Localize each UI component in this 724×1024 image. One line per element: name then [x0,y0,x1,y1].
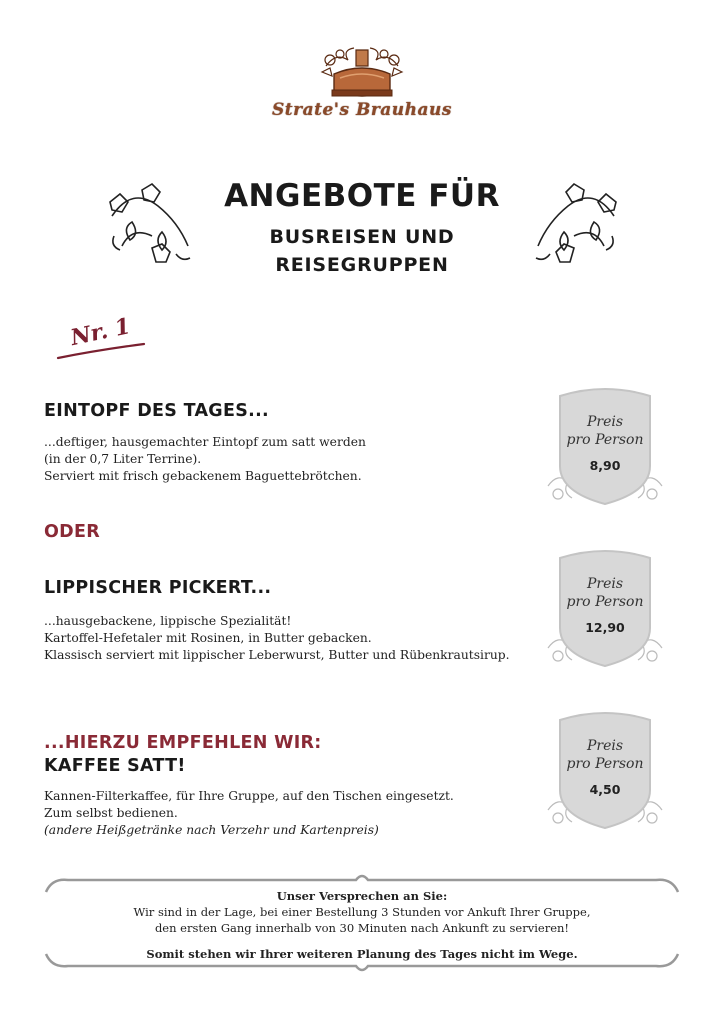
eintopf-desc-line: Serviert mit frisch gebackenem Baguettebrötchen. [44,469,362,483]
price-label: Preis [586,414,624,430]
pickert-desc-line: Klassisch serviert mit lippischer Leberwurst, Butter und Rübenkrautsirup. [44,648,510,662]
pickert-desc-line: ...hausgebackene, lippische Spezialität! [44,614,292,628]
or-separator: ODER [44,522,101,542]
page-subtitle-line-2: REISEGRUPPEN [275,254,449,276]
price-badge-eintopf [542,386,668,512]
price-label: Preis [586,738,624,754]
price-label: Preis [586,576,624,592]
offer-number: Nr. 1 [68,313,133,352]
promise-line: den ersten Gang innerhalb von 30 Minuten nach Ankunft zu servieren! [154,921,570,935]
price-badge-pickert [542,548,668,674]
price-unit-label: pro Person [566,756,644,772]
eintopf-heading: EINTOPF DES TAGES... [44,401,269,421]
pickert-description [44,613,544,664]
promise-closing: Somit stehen wir Ihrer weiteren Planung des Tages nicht im Wege. [146,947,578,961]
pickert-heading: LIPPISCHER PICKERT... [44,578,272,598]
kaffee-desc-line: Zum selbst bedienen. [44,806,178,820]
brand-wordmark: Strate's Brauhaus [272,100,452,120]
price-value: 8,90 [589,458,621,473]
promise-line: Wir sind in der Lage, bei einer Bestellung 3 Stunden vor Ankuft Ihrer Gruppe, [133,905,591,919]
recommendation-heading: ...HIERZU EMPFEHLEN WIR: [44,733,322,753]
price-value: 4,50 [589,782,621,797]
price-unit-label: pro Person [566,594,644,610]
eintopf-desc-line: ...deftiger, hausgemachter Eintopf zum satt werden [44,435,366,449]
price-unit-label: pro Person [566,432,644,448]
promise-box [42,870,682,976]
page-subtitle-line-1: BUSREISEN UND [269,226,455,248]
price-badge-kaffee [542,710,668,836]
kaffee-note: (andere Heißgetränke nach Verzehr und Kartenpreis) [44,823,379,837]
brewery-logo [270,44,454,134]
eintopf-description [44,434,524,485]
offer-number-swash [56,334,148,362]
kaffee-heading: KAFFEE SATT! [44,756,186,776]
kaffee-desc-line: Kannen-Filterkaffee, für Ihre Gruppe, auf den Tischen eingesetzt. [44,789,454,803]
eintopf-desc-line: (in der 0,7 Liter Terrine). [44,452,202,466]
page-title: ANGEBOTE FÜR [224,178,500,214]
brew-kettle-icon [270,44,454,134]
promise-title: Unser Versprechen an Sie: [276,889,448,903]
pickert-desc-line: Kartoffel-Hefetaler mit Rosinen, in Butter gebacken. [44,631,372,645]
price-value: 12,90 [585,620,625,635]
kaffee-description [44,788,544,839]
